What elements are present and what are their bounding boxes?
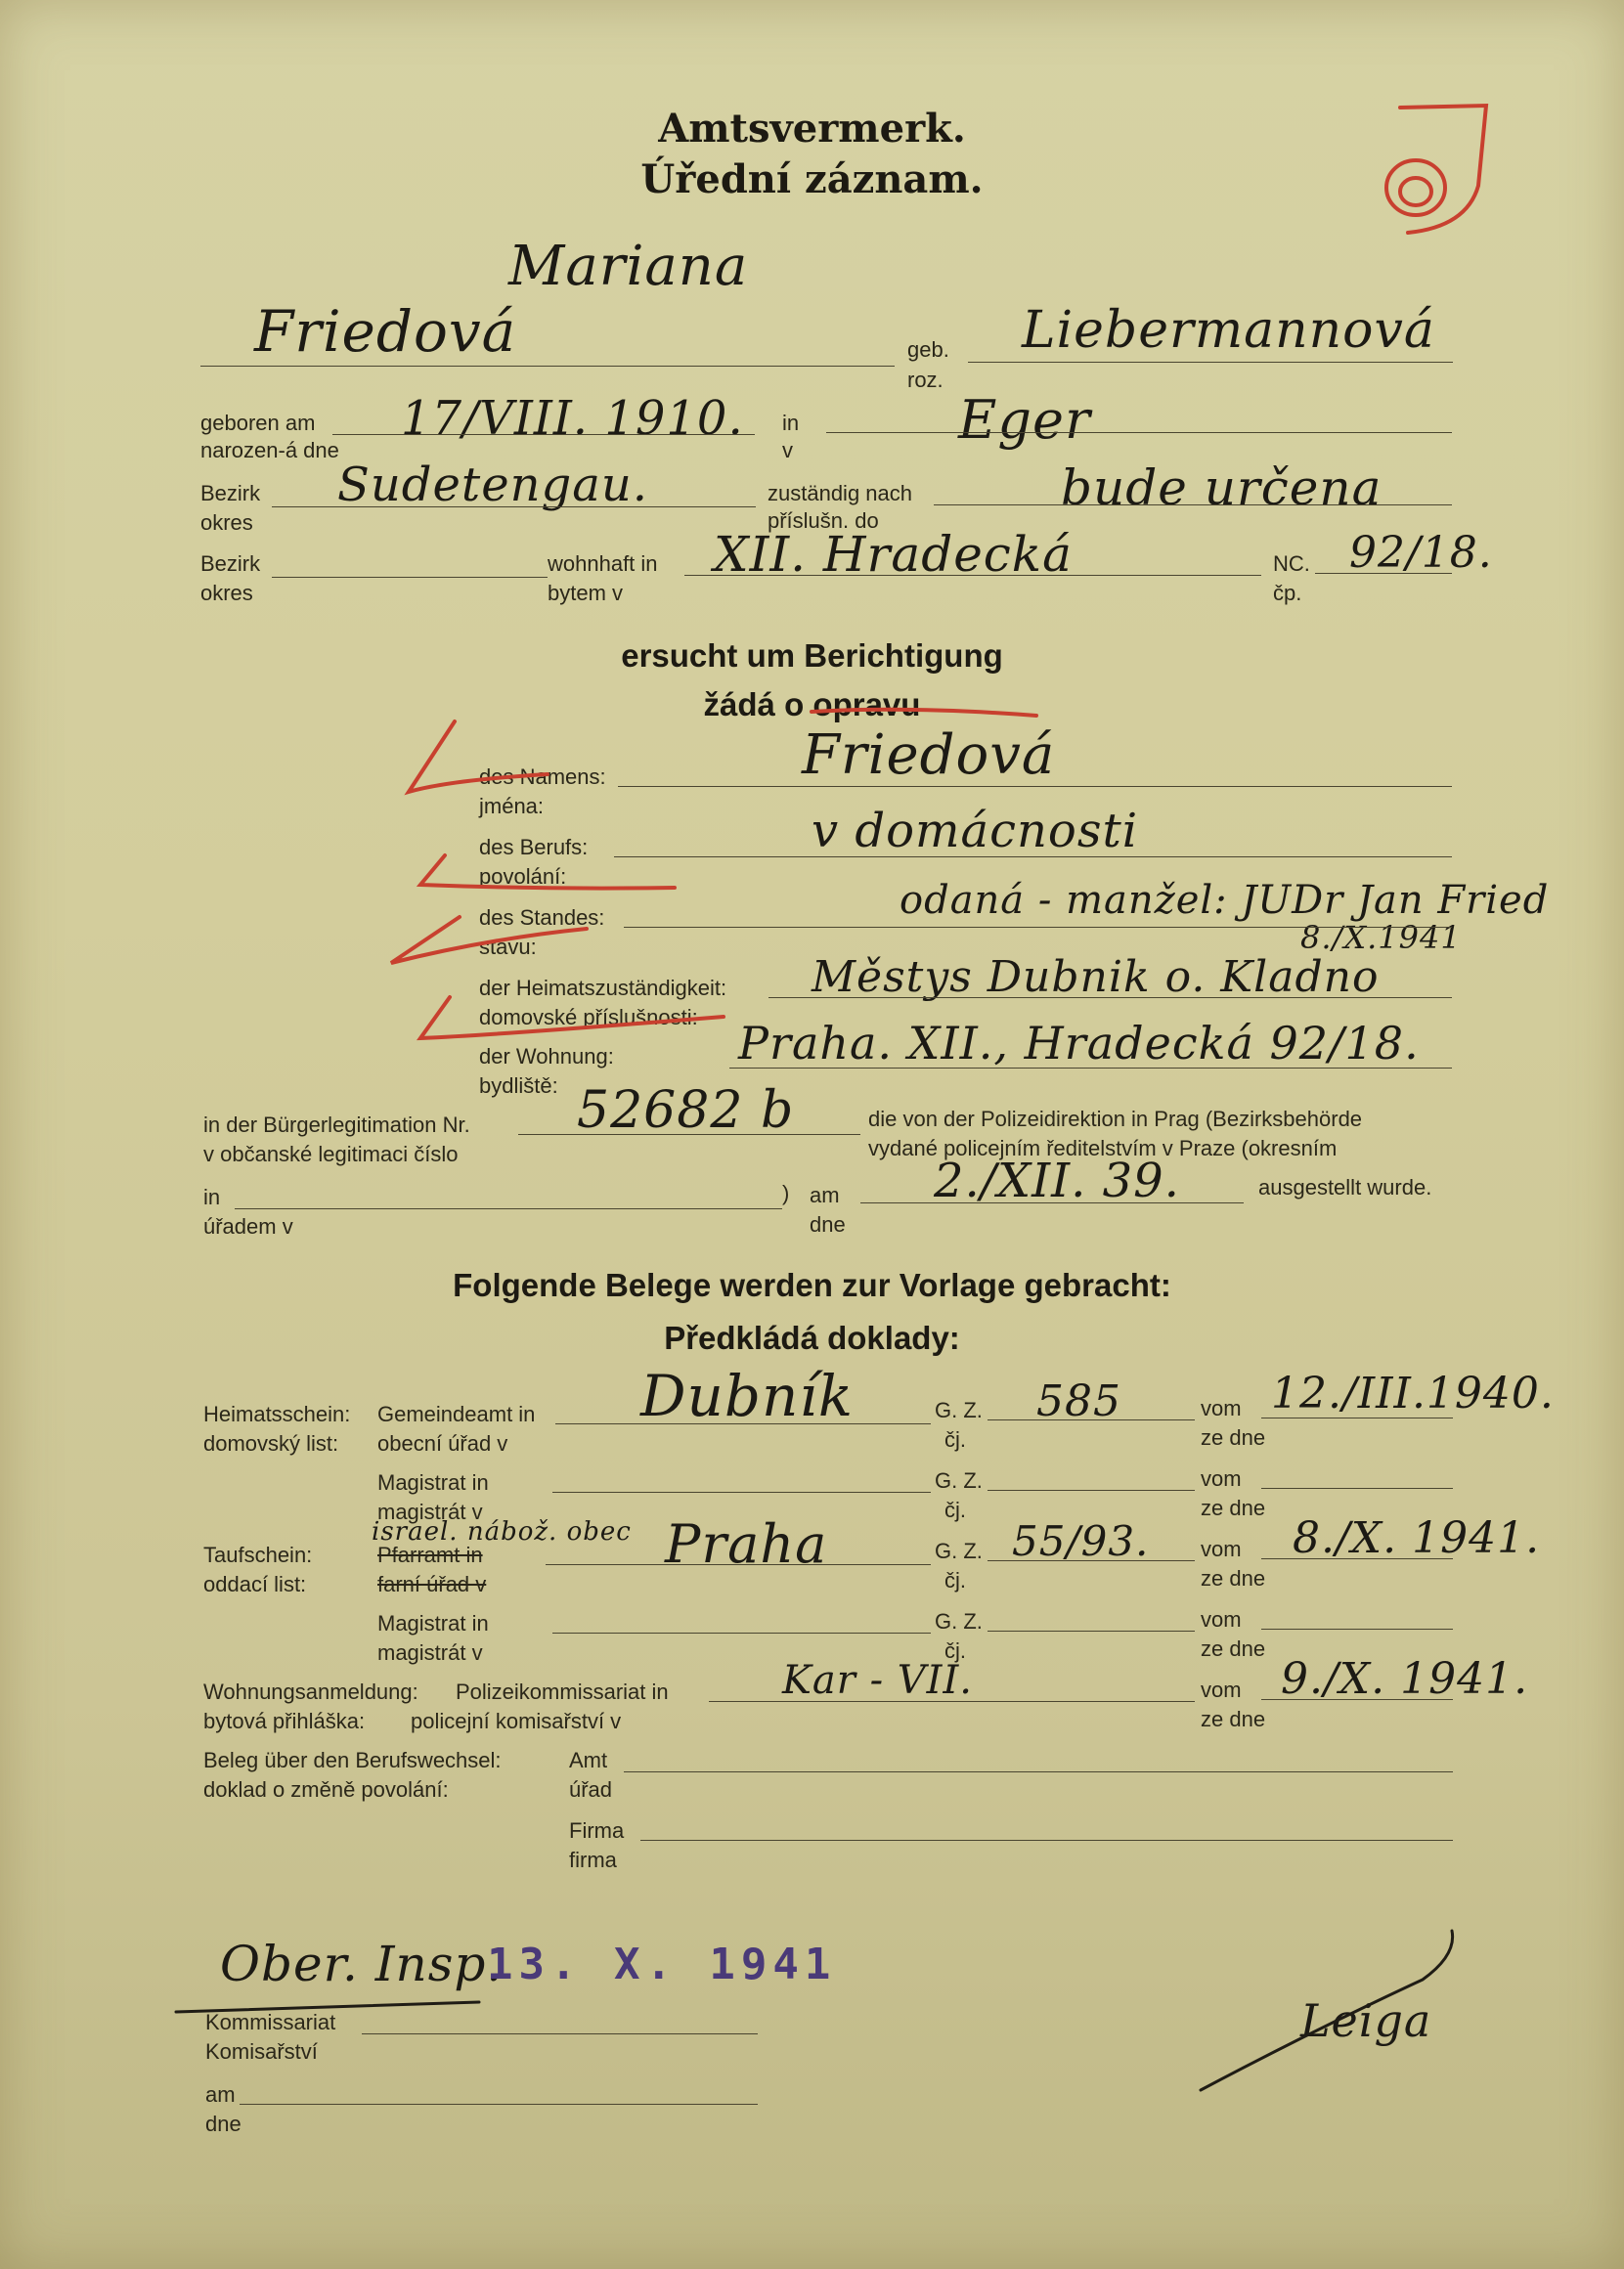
doc-cj-2: čj. [944,1498,966,1522]
hw-heimat-date: 12./III.1940. [1271,1369,1555,1418]
doc-cj-4: čj. [944,1638,966,1663]
red-check-home [420,997,724,1038]
title-de: Amtsvermerk. [658,106,966,152]
doc-vom-2: vom [1201,1466,1242,1491]
footer-komisarstvi: Komisařství [205,2039,318,2064]
hw-new-profession: v domácnosti [812,804,1139,858]
doc-vom-4: vom [1201,1607,1242,1632]
label-bezirk-2: Bezirk [200,551,261,576]
legit-am: am [810,1183,840,1207]
hw-competent: bude určena [1061,459,1383,516]
hw-tauf-date: 8./X. 1941. [1293,1513,1541,1563]
legit-in: in [203,1185,221,1209]
doc-farni: farní úřad v [377,1572,487,1596]
doc-urad: úřad [569,1777,613,1802]
doc-wohnung-cz: bytová přihláška: [203,1709,366,1733]
hw-tauf-gz: 55/93. [1012,1517,1150,1565]
signature-left-underline [176,2002,479,2012]
doc-zedne-2: ze dne [1201,1496,1266,1520]
hw-residence: XII. Hradecká [714,526,1073,583]
legit-text-de: die von der Polizeidirektion in Prag (Bezirksbehörde [868,1107,1363,1131]
doc-zedne-4: ze dne [1201,1636,1266,1661]
label-bytem: bytem v [548,581,624,605]
doc-firma: Firma [569,1818,625,1843]
legit-uradem: úřadem v [203,1214,293,1239]
hw-surname: Friedová [254,298,517,365]
doc-oddaci: oddací list: [203,1572,307,1596]
doc-polizei: Polizeikommissariat in [456,1680,669,1704]
label-okres-2: okres [200,581,253,605]
doc-zedne-5: ze dne [1201,1707,1266,1731]
signature-flourish [1201,1931,1453,2090]
hw-wohnung-date: 9./X. 1941. [1281,1654,1529,1704]
doc-gz-4: G. Z. [935,1609,983,1634]
hw-heimat-place: Dubník [640,1363,855,1429]
doc-beleg-cz: doklad o změně povolání: [203,1777,449,1802]
hw-house-no: 92/18. [1349,528,1493,578]
field-wohnung-cz: bydliště: [479,1073,558,1098]
label-zustandig: zuständig nach [768,481,912,505]
field-name-de: des Namens: [479,764,606,789]
hw-birth-place: Eger [958,389,1091,451]
red-underline-opravu [812,710,1036,716]
doc-vom-1: vom [1201,1396,1242,1420]
field-heimat-cz: domovské příslušnosti: [479,1005,698,1029]
hw-first-name: Mariana [508,235,749,298]
hw-new-status: odaná - manžel: JUDr Jan Fried [900,878,1550,923]
label-prislus: příslušn. do [768,508,879,533]
doc-gemeindeamt: Gemeindeamt in [377,1402,536,1426]
hw-signature-right: Leiga [1300,1994,1432,2047]
request-de: ersucht um Berichtigung [621,637,1003,674]
doc-zedne-3: ze dne [1201,1566,1266,1591]
footer-kommissariat: Kommissariat [205,2010,336,2034]
doc-gz-2: G. Z. [935,1468,983,1493]
field-name-cz: jména: [479,794,545,818]
doc-domovsky: domovský list: [203,1431,339,1456]
hw-tauf-place: Praha [665,1513,828,1575]
label-bezirk-1: Bezirk [200,481,261,505]
field-beruf-cz: povolání: [479,864,567,889]
hw-maiden-name: Liebermannová [1022,301,1435,360]
doc-wohnung-de: Wohnungsanmeldung: [203,1680,418,1704]
hw-signature-left: Ober. Insp. [220,1936,504,1992]
footer-dne: dne [205,2112,241,2136]
doc-vom-3: vom [1201,1537,1242,1561]
label-roz: roz. [907,368,944,392]
label-narozen: narozen-á dne [200,438,339,462]
label-cp: čp. [1273,581,1302,605]
doc-firma-cz: firma [569,1848,617,1872]
hw-new-residence: Praha. XII., Hradecká 92/18. [738,1017,1420,1069]
doc-heimatsschein: Heimatsschein: [203,1402,351,1426]
hw-new-name: Friedová [802,723,1056,787]
label-v: v [782,438,793,462]
field-stand-de: des Standes: [479,905,605,930]
hw-heimat-gz: 585 [1036,1376,1121,1426]
field-heimat-de: der Heimatszuständigkeit: [479,976,727,1000]
doc-cj-1: čj. [944,1427,966,1452]
legit-label-cz: v občanské legitimaci číslo [203,1142,459,1166]
doc-gz-3: G. Z. [935,1539,983,1563]
legit-text-cz: vydané policejním ředitelstvím v Praze (okresním [868,1136,1338,1160]
legit-paren: ) [782,1181,790,1205]
field-stand-cz: stavu: [479,935,537,959]
belege-cz: Předkládá doklady: [664,1320,960,1356]
doc-cj-3: čj. [944,1568,966,1593]
legit-dne: dne [810,1212,846,1237]
hw-district: Sudetengau. [337,458,649,512]
hw-new-status-date: 8./X.1941 [1300,919,1462,956]
doc-vom-5: vom [1201,1678,1242,1702]
legit-ausgestellt: ausgestellt wurde. [1258,1175,1432,1200]
red-circle-mark [1386,160,1445,215]
red-check-status [391,917,587,963]
title-cz: Úřední záznam. [640,156,984,202]
hw-new-home: Městys Dubnik o. Kladno [812,952,1380,1002]
label-in: in [782,411,800,435]
doc-magistrat-2: Magistrat in [377,1611,489,1636]
date-stamp: 13. X. 1941 [487,1940,837,1989]
label-nc: NC. [1273,551,1310,576]
belege-de: Folgende Belege werden zur Vorlage gebracht: [453,1267,1171,1303]
hw-birth-date: 17/VIII. 1910. [401,391,744,446]
doc-magistrat-cz-2: magistrát v [377,1640,483,1665]
doc-pfarramt: Pfarramt in [377,1543,483,1567]
hw-tauf-correction: israel. nábož. obec [372,1517,632,1547]
label-geboren: geboren am [200,411,316,435]
doc-zedne-1: ze dne [1201,1425,1266,1450]
doc-obecni: obecní úřad v [377,1431,508,1456]
doc-policejni: policejní komisařství v [411,1709,622,1733]
red-check-name [409,721,548,792]
doc-beleg-de: Beleg über den Berufswechsel: [203,1748,502,1772]
hw-issued-date: 2./XII. 39. [934,1154,1180,1208]
doc-amt: Amt [569,1748,608,1772]
footer-am: am [205,2082,236,2107]
field-beruf-de: des Berufs: [479,835,589,859]
hw-legitimation-no: 52682 b [577,1081,795,1140]
legit-label-de: in der Bürgerlegitimation Nr. [203,1113,470,1137]
red-check-profession [420,855,675,889]
doc-magistrat-cz-1: magistrát v [377,1500,483,1524]
request-cz: žádá o opravu [703,686,921,722]
doc-taufschein: Taufschein: [203,1543,313,1567]
field-wohnung-de: der Wohnung: [479,1044,614,1069]
label-okres-1: okres [200,510,253,535]
doc-magistrat-1: Magistrat in [377,1470,489,1495]
doc-gz-1: G. Z. [935,1398,983,1422]
label-geb: geb. [907,337,949,362]
label-wohnhaft: wohnhaft in [548,551,658,576]
hw-wohnung-place: Kar - VII. [782,1658,973,1703]
